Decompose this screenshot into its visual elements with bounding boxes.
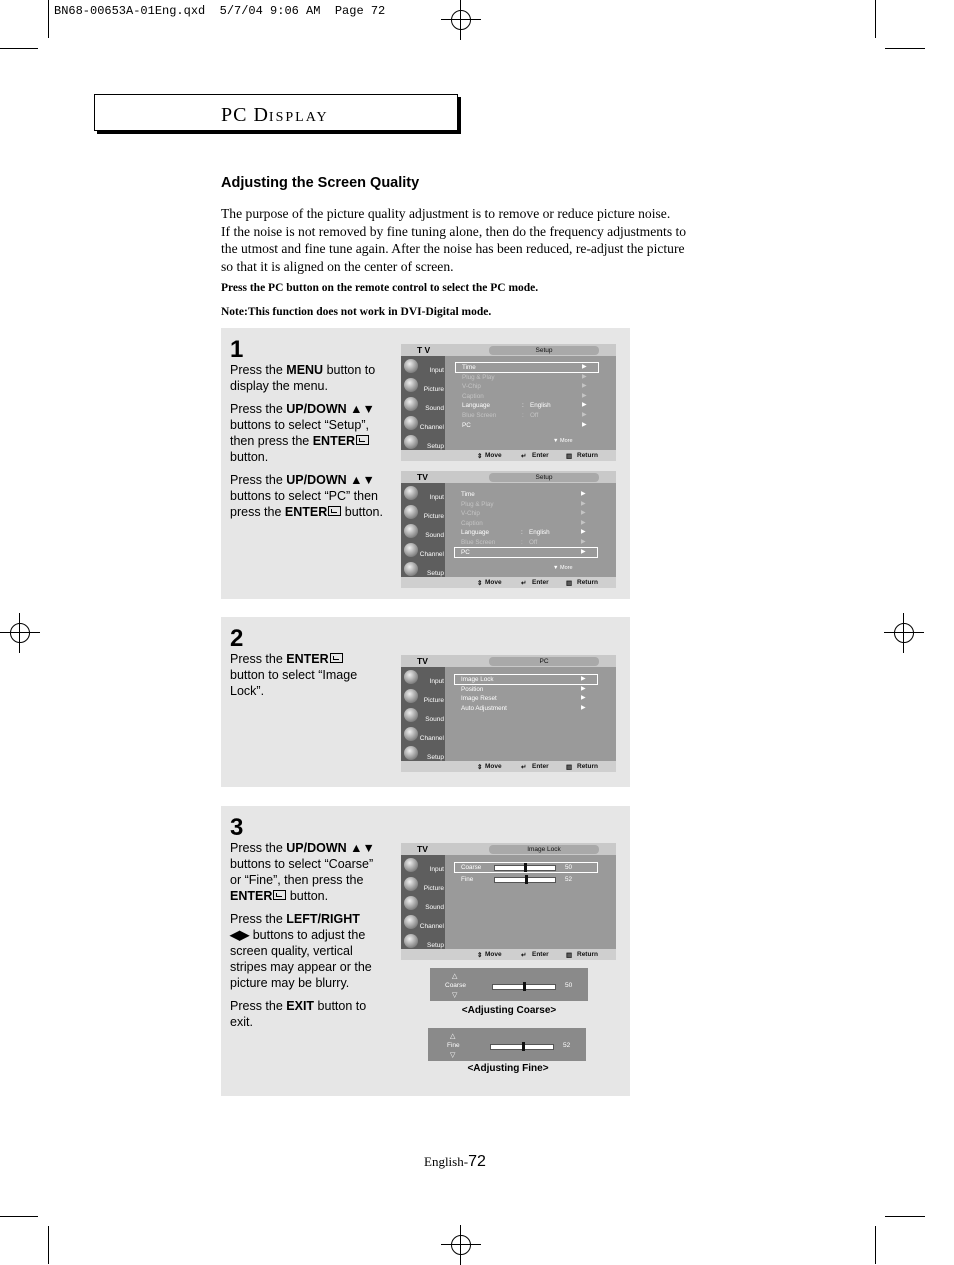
step-2-panel [221,617,630,787]
arrow-right-icon: ▶ [582,402,587,409]
arrow-right-icon: ▶ [581,548,586,555]
channel-icon: Channel [404,914,445,932]
crop-mark [48,1226,49,1264]
fine-slider-knob [522,1042,525,1051]
tv-menu-setup-pc [401,471,616,588]
menu-bottombar: ⇕ Move ↵ Enter ▥ Return [401,949,616,960]
step-instruction: Press the ENTER button to select “Image Lock”. [230,652,358,698]
adjust-fine-osd [428,1028,586,1061]
return-icon: ▥ [566,453,573,460]
enter-icon: ↵ [521,764,527,771]
more-indicator: ▼ More [553,438,573,444]
return-icon: ▥ [566,952,573,959]
adjust-coarse-caption: <Adjusting Coarse> [461,1005,557,1016]
input-icon: Input [404,669,445,687]
menu-item-caption: Caption ▶ [462,392,587,400]
menu-item-caption: Caption ▶ [461,519,586,527]
channel-icon: Channel [404,726,445,744]
return-icon: ▥ [566,764,573,771]
menu-items [461,490,591,557]
step-number: 3 [230,814,244,841]
menu-title: Setup [489,473,599,482]
section-title-small: ISPLAY [268,110,329,125]
tv-label: TV [417,844,428,854]
return-icon: ▥ [566,580,573,587]
menu-item-plug-play: Plug & Play ▶ [461,500,586,508]
dvi-note: Note:This function does not work in DVI-Digital mode. [221,306,492,318]
input-icon: Input [404,857,445,875]
setup-icon: Setup [404,933,445,951]
enter-icon [273,890,286,900]
fine-slider-knob [525,875,528,884]
picture-icon: Picture [404,377,445,395]
crop-mark [48,0,49,38]
arrow-right-icon: ▶ [582,364,587,370]
enter-icon [328,506,341,516]
crop-mark [0,48,38,49]
step-1-text [230,362,390,527]
page-heading: Adjusting the Screen Quality [221,175,420,191]
pc-mode-note: Press the PC button on the remote control to select the PC mode. [221,282,539,294]
crop-mark [875,0,876,38]
arrow-right-icon: ▶ [581,519,586,526]
step-3-panel [221,806,630,1096]
setup-icon: Setup [404,434,445,452]
menu-item-image-reset: Image Reset ▶ [461,695,586,703]
up-arrow-icon: △ [452,973,458,980]
step-3-text [230,840,382,1037]
channel-icon: Channel [404,542,445,560]
move-icon: ⇕ [477,764,483,771]
arrow-right-icon: ▶ [582,373,587,380]
arrow-right-icon: ▶ [581,500,586,507]
section-title-main: PC D [221,104,269,126]
menu-sidebar [401,356,445,450]
step-2-text [230,651,365,706]
adjust-value: 50 [565,982,573,989]
move-icon: ⇕ [477,952,483,959]
menu-title: Setup [489,346,599,355]
up-arrow-icon: △ [450,1033,456,1040]
fine-row: Fine 52 [461,876,573,883]
print-header: BN68-00653A-01Eng.qxd 5/7/04 9:06 AM Page 72 [54,4,386,18]
intro-line: The purpose of the picture quality adjustment is to remove or reduce picture noise. [221,206,671,221]
menu-item-blue-screen: Blue Screen : Off ▶ [462,411,587,419]
arrow-right-icon: ▶ [582,411,587,418]
coarse-slider-knob [523,982,526,991]
step-number: 1 [230,336,244,363]
setup-icon: Setup [404,561,445,579]
crop-mark [885,1216,925,1217]
arrow-right-icon: ▶ [582,383,587,390]
menu-sidebar [401,667,445,761]
menu-items [461,675,591,713]
sound-icon: Sound [404,396,445,414]
menu-bottombar: ⇕ Move ↵ Enter ▥ Return [401,577,616,588]
crop-mark [875,1226,876,1264]
move-icon: ⇕ [477,453,483,460]
arrow-right-icon: ▶ [581,538,586,545]
tv-label: TV [417,656,428,666]
step-instruction: Press the UP/DOWN ▲▼ buttons to select “PC” then press the ENTER button. [230,473,383,519]
intro-paragraph [221,205,741,275]
adjust-label: Fine [447,1042,460,1049]
menu-item-blue-screen: Blue Screen : Off ▶ [461,538,586,546]
menu-items [462,363,592,430]
picture-icon: Picture [404,504,445,522]
arrow-right-icon: ▶ [581,510,586,517]
down-arrow-icon: ▽ [450,1052,456,1059]
page-footer [424,1153,486,1171]
tv-menu-image-lock [401,843,616,960]
step-instruction: Press the EXIT button to exit. [230,999,367,1029]
menu-item-auto-adjustment: Auto Adjustment ▶ [461,704,586,712]
menu-item-time: Time ▶ [461,491,586,498]
coarse-row: Coarse 50 [461,864,573,871]
footer-lang: English- [424,1154,469,1169]
adjust-fine-caption: <Adjusting Fine> [467,1063,549,1074]
down-arrow-icon: ▼ [553,565,560,571]
intro-line: so that it is aligned on the center of screen. [221,258,454,274]
intro-line: the utmost and fine tune again. After the noise has been reduced, re-adjust the picture [221,241,685,256]
input-icon: Input [404,485,445,503]
sound-icon: Sound [404,523,445,541]
arrow-right-icon: ▶ [581,695,586,702]
setup-icon: Setup [404,745,445,763]
registration-mark [884,613,924,653]
coarse-slider-knob [524,863,527,872]
section-title [221,104,329,127]
enter-icon [330,653,343,663]
step-instruction: Press the UP/DOWN ▲▼ buttons to select “Coarse” or “Fine”, then press the ENTER button. [230,841,375,903]
menu-title: PC [489,657,599,666]
menu-sidebar [401,855,445,949]
sound-icon: Sound [404,707,445,725]
adjust-coarse-osd [430,968,588,1001]
menu-item-vchip: V-Chip ▶ [462,383,587,391]
down-arrow-icon: ▽ [452,992,458,999]
enter-icon [356,435,369,445]
menu-item-vchip: V-Chip ▶ [461,510,586,518]
step-instruction: Press the LEFT/RIGHT ◀▶ buttons to adjust the screen quality, vertical stripes may appear or the picture may be blurry. [230,912,372,990]
arrow-right-icon: ▶ [581,676,586,682]
menu-item-pc: PC ▶ [461,548,586,556]
registration-mark [441,0,481,40]
arrow-right-icon: ▶ [582,392,587,399]
registration-mark [441,1225,481,1265]
menu-sidebar [401,483,445,577]
section-title-box [94,94,458,131]
step-number: 2 [230,625,244,652]
menu-item-plug-play: Plug & Play ▶ [462,373,587,381]
input-icon: Input [404,358,445,376]
arrow-right-icon: ▶ [581,529,586,536]
crop-mark [885,48,925,49]
enter-icon: ↵ [521,580,527,587]
menu-item-language: Language : English ▶ [462,402,587,410]
arrow-right-icon: ▶ [581,704,586,711]
crop-mark [0,1216,38,1217]
more-indicator: ▼ More [553,565,573,571]
menu-item-time: Time ▶ [462,364,587,371]
arrow-right-icon: ▶ [582,421,587,428]
adjust-value: 52 [563,1042,571,1049]
picture-icon: Picture [404,688,445,706]
step-1-panel [221,328,630,599]
step-instruction: Press the UP/DOWN ▲▼ buttons to select “Setup”, then press the ENTER button. [230,402,375,464]
page-number: 72 [468,1153,486,1170]
menu-title: Image Lock [489,845,599,854]
registration-mark [0,613,40,653]
move-icon: ⇕ [477,580,483,587]
down-arrow-icon: ▼ [553,438,560,444]
tv-label: T V [417,345,431,355]
enter-icon: ↵ [521,952,527,959]
menu-item-pc: PC ▶ [462,421,587,429]
menu-item-language: Language : English ▶ [461,529,586,537]
intro-line: If the noise is not removed by fine tuning alone, then do the frequency adjustments to [221,223,687,239]
tv-menu-pc [401,655,616,772]
tv-label: TV [417,472,428,482]
sound-icon: Sound [404,895,445,913]
menu-bottombar: ⇕ Move ↵ Enter ▥ Return [401,450,616,461]
arrow-right-icon: ▶ [581,491,586,497]
enter-icon: ↵ [521,453,527,460]
picture-icon: Picture [404,876,445,894]
menu-item-image-lock: Image Lock ▶ [461,676,586,683]
menu-bottombar: ⇕ Move ↵ Enter ▥ Return [401,761,616,772]
menu-item-position: Position ▶ [461,685,586,693]
tv-menu-setup [401,344,616,461]
channel-icon: Channel [404,415,445,433]
arrow-right-icon: ▶ [581,685,586,692]
step-instruction: Press the MENU button to display the menu. [230,363,376,393]
adjust-label: Coarse [445,982,466,989]
